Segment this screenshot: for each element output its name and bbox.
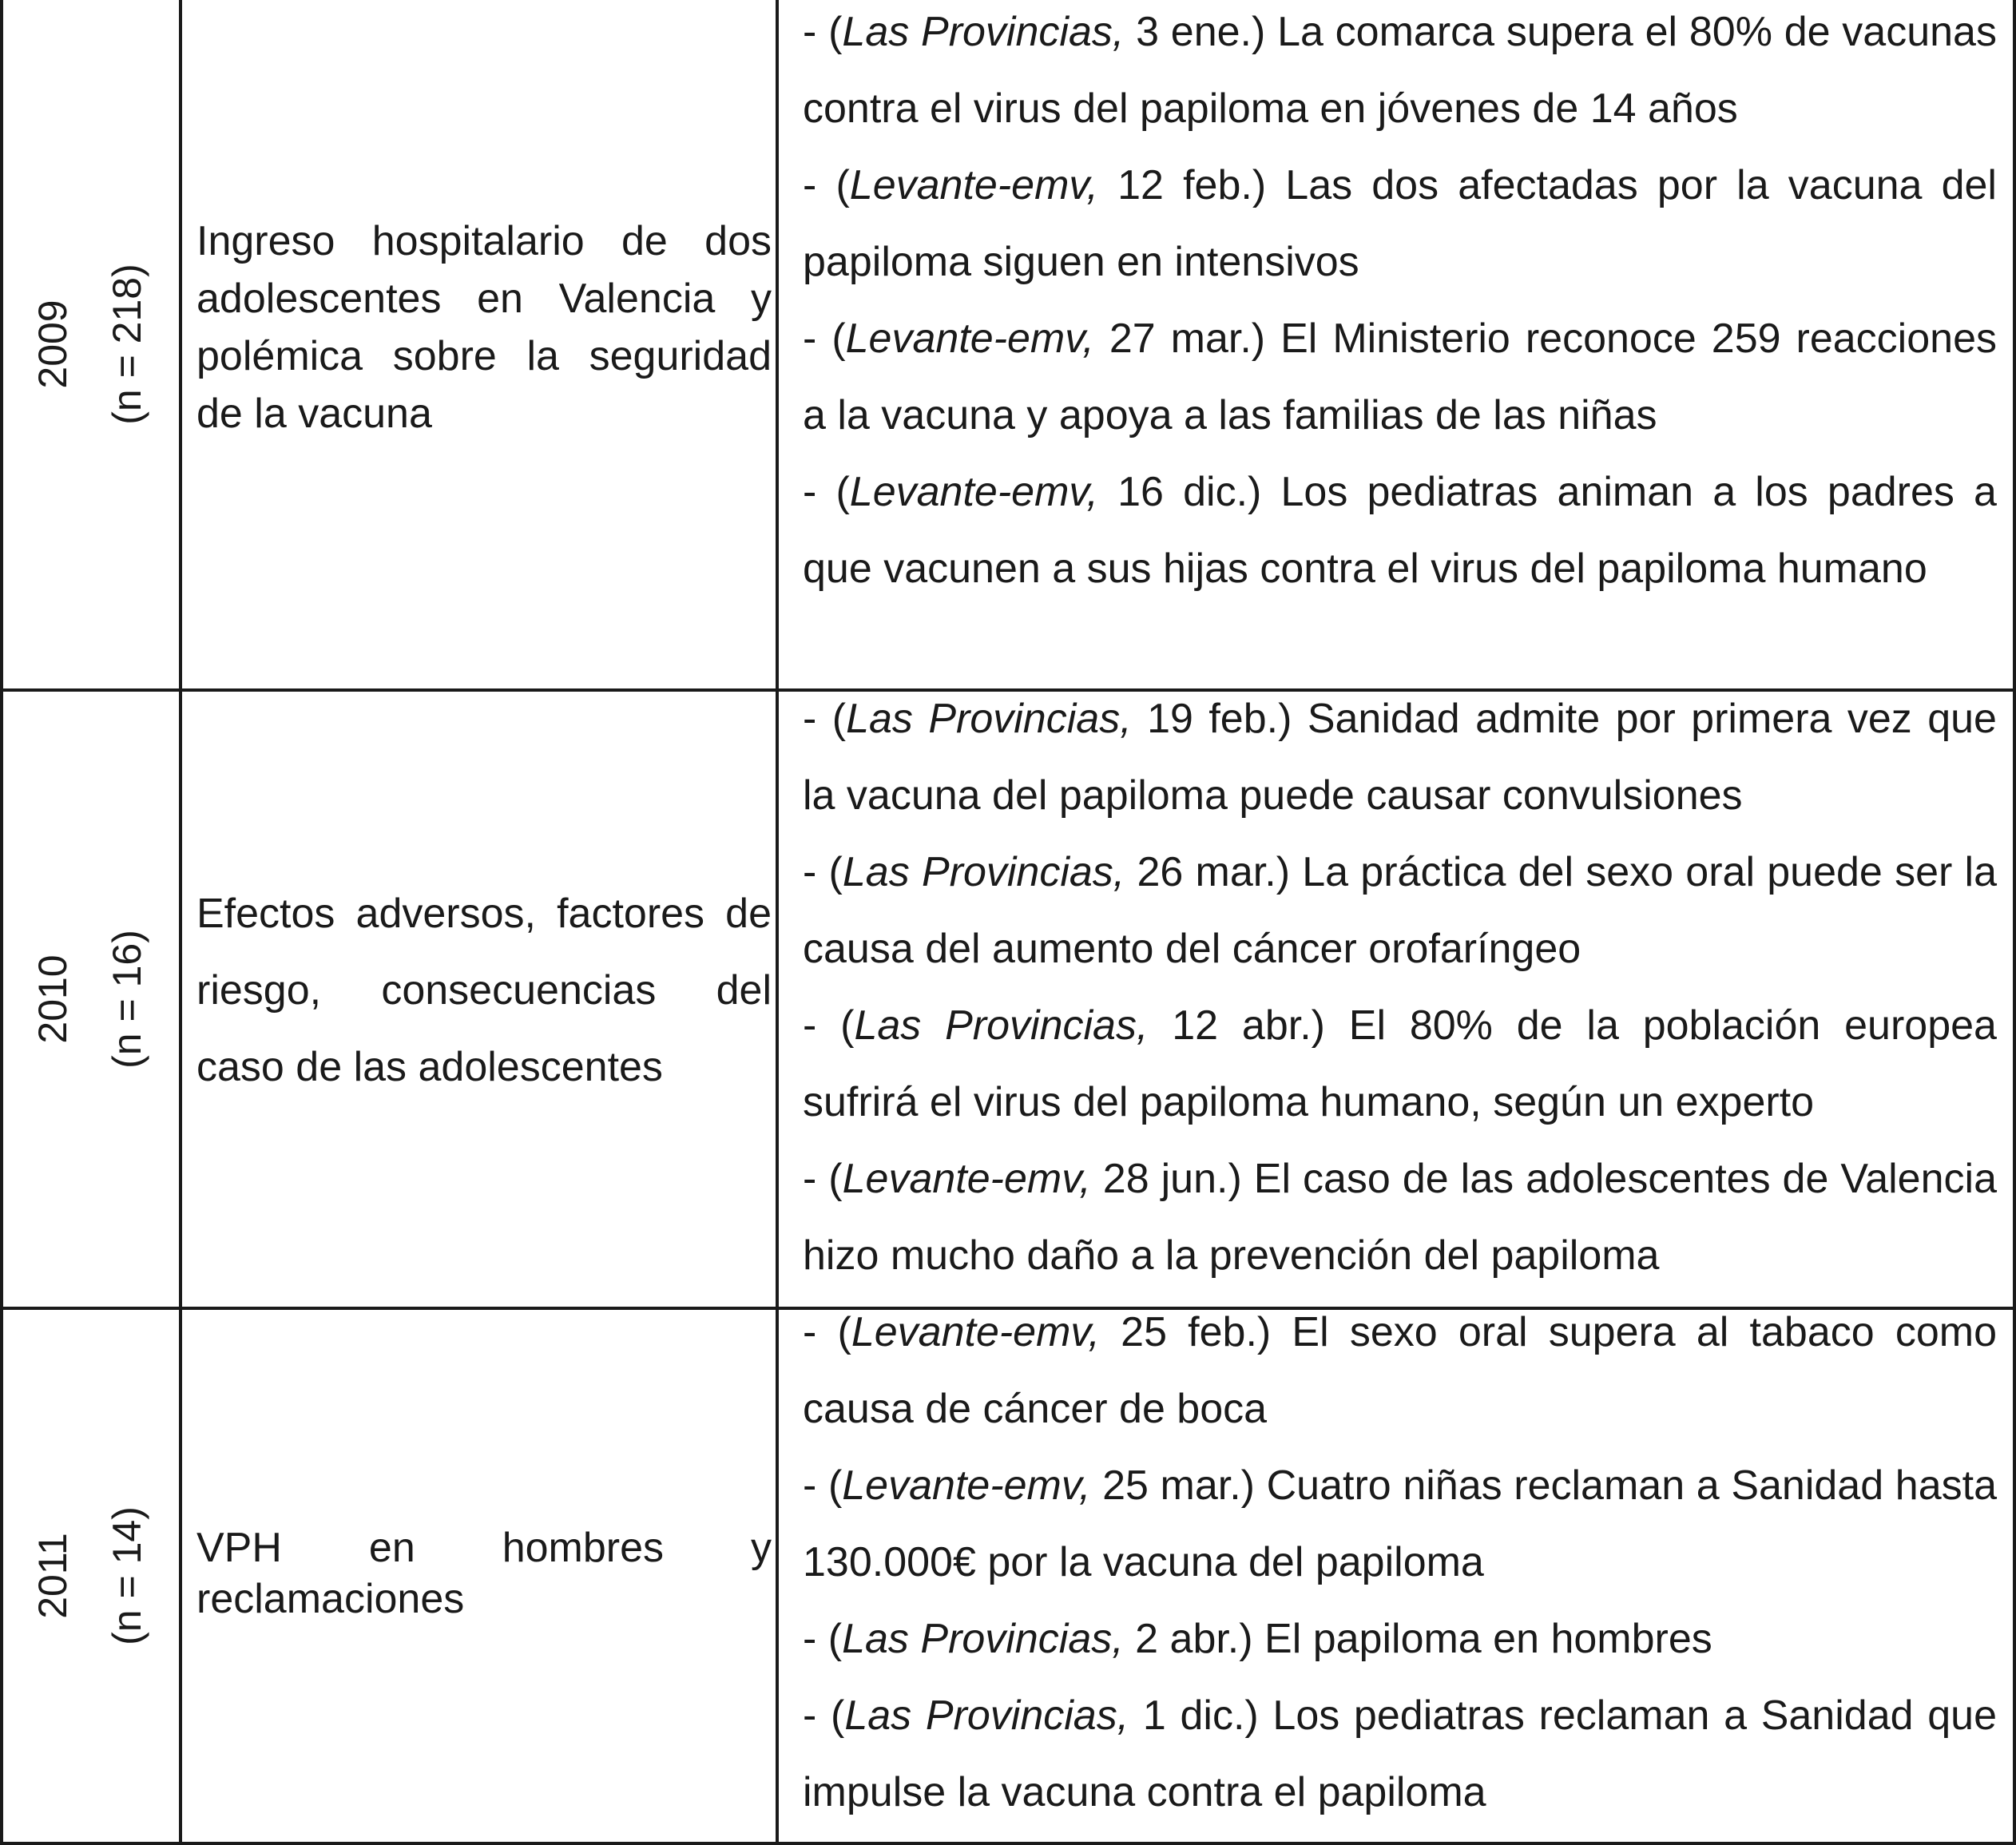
news-source: Las Provincias,	[844, 1692, 1129, 1739]
headline-entry: - (Las Provincias, 26 mar.) La práctica del sexo oral puede ser la causa del aumento del cáncer orofaríngeo	[803, 849, 1997, 972]
news-source: Las Provincias,	[842, 9, 1125, 55]
headline-entry: - (Las Provincias, 2 abr.) El papiloma en hombres	[803, 1616, 1712, 1662]
headline-entry: - (Las Provincias, 12 abr.) El 80% de la población europea sufrirá el virus del papiloma humano, según un experto	[803, 1002, 1997, 1125]
table-border-topic-headlines	[776, 0, 779, 1845]
table-border-bottom	[0, 1842, 2016, 1845]
news-source: Las Provincias,	[842, 1616, 1124, 1662]
topic-text: VPH en hombres y reclamaciones	[196, 1525, 772, 1622]
topic-text: Efectos adversos, factores de riesgo, consecuencias del caso de las adolescentes	[196, 891, 772, 1090]
news-source: Levante-emv,	[842, 1156, 1091, 1202]
year-label: 2011	[30, 1533, 75, 1619]
headline-entry: - (Levante-emv, 12 feb.) Las dos afectadas por la vacuna del papiloma siguen en intensivos	[803, 162, 1997, 285]
headline-entry: - (Levante-emv, 28 jun.) El caso de las adolescentes de Valencia hizo mucho daño a la prevención del papiloma	[803, 1156, 1997, 1279]
headline-entry: - (Levante-emv, 25 feb.) El sexo oral supera al tabaco como causa de cáncer de boca	[803, 1309, 1997, 1432]
headlines-cell-2011	[803, 1294, 1997, 1831]
news-source: Las Provincias,	[846, 696, 1132, 742]
topic-text: Ingreso hospitalario de dos adolescentes en Valencia y polémica sobre la seguridad de la vacuna	[196, 218, 772, 437]
headline-entry: - (Levante-emv, 27 mar.) El Ministerio reconoce 259 reacciones a la vacuna y apoya a las familias de las niñas	[803, 315, 1997, 438]
headline-entry: - (Las Provincias, 1 dic.) Los pediatras reclaman a Sanidad que impulse la vacuna contra el papiloma	[803, 1692, 1997, 1815]
headlines-cell-2009	[803, 0, 1997, 607]
year-label: 2009	[30, 300, 75, 389]
news-source: Levante-emv,	[849, 469, 1098, 515]
headlines-cell-2010	[803, 680, 1997, 1294]
headline-entry: - (Levante-emv, 25 mar.) Cuatro niñas reclaman a Sanidad hasta 130.000€ por la vacuna del papiloma	[803, 1462, 1997, 1585]
table-border-right	[2013, 0, 2016, 1845]
news-source: Levante-emv,	[842, 1462, 1091, 1509]
year-cell-2009	[3, 0, 181, 688]
topic-cell-2011	[196, 1494, 772, 1653]
year-label: 2010	[30, 954, 75, 1044]
headline-entry: - (Las Provincias, 19 feb.) Sanidad admite por primera vez que la vacuna del papiloma puede causar convulsiones	[803, 696, 1997, 819]
headline-entry: - (Las Provincias, 3 ene.) La comarca supera el 80% de vacunas contra el virus del papiloma en jóvenes de 14 años	[803, 9, 1997, 132]
year-cell-2011	[3, 1310, 181, 1842]
topic-cell-2010	[196, 831, 772, 1150]
news-source: Levante-emv,	[849, 162, 1098, 208]
news-source: Las Provincias,	[842, 849, 1125, 895]
year-cell-2010	[3, 692, 181, 1307]
headline-entry: - (Levante-emv, 16 dic.) Los pediatras animan a los padres a que vacunen a sus hijas contra el virus del papiloma humano	[803, 469, 1997, 592]
news-source: Las Provincias,	[854, 1002, 1149, 1049]
sample-size-label: (n = 218)	[105, 264, 149, 425]
sample-size-label: (n = 14)	[105, 1506, 149, 1645]
news-source: Levante-emv,	[851, 1309, 1100, 1355]
sample-size-label: (n = 16)	[105, 930, 149, 1069]
topic-cell-2009	[196, 176, 772, 479]
news-source: Levante-emv,	[845, 315, 1094, 362]
